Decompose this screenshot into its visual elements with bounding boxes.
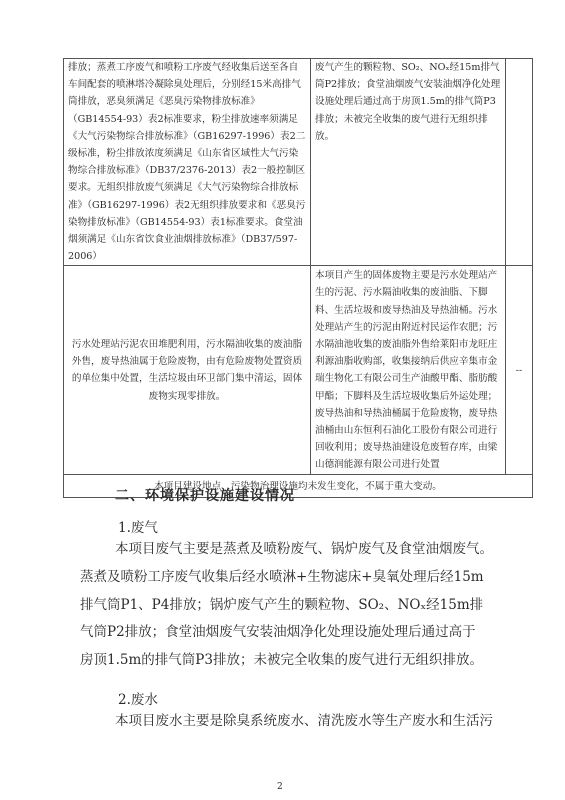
subsection-heading-exhaust: 1.废气 [118, 520, 158, 536]
paragraph-line: 排气筒P1、P4排放；锅炉废气产生的颗粒物、SO₂、NOₓ经15m排 [80, 596, 484, 613]
table-cell-implementation [311, 266, 506, 475]
subsection-heading-wastewater: 2.废水 [118, 692, 158, 708]
paragraph-line: 房顶1.5m的排气筒P3排放；未被完全收集的废气进行无组织排放。 [80, 652, 483, 669]
cell-text: 本项目建设地点、污染物治理设施均未发生变化，不属于重大变动。 [154, 480, 442, 492]
section-heading: 二、环境保护设施建设情况 [115, 488, 295, 504]
table-cell-implementation [311, 59, 506, 266]
table-row [64, 266, 533, 475]
paragraph-wastewater [80, 708, 520, 736]
table-cell-remark [506, 59, 533, 266]
table-cell-requirement [64, 266, 311, 475]
table-row [64, 59, 533, 266]
table-cell-remark [506, 266, 533, 475]
paragraph-line: 本项目废水主要是除臭系统废水、清洗废水等生产废水和生活污 [115, 713, 493, 729]
comparison-table [63, 58, 533, 498]
cell-text: 排放；蒸煮工序废气和喷粉工序废气经收集后送至各自车间配套的喷淋塔冷凝除臭处理后，分别经15米高排气筒排放，恶臭须满足《恶臭污染物排放标准》（GB14554-93）表2标准要求，粉尘排放速率须满足《大气污染物综合排放标准》（GB16297-1996）表2二级标准，粉尘排放浓度须满足《山东省区域性大气污染物综合排放标准》（DB37/2376-2013）表2一般控制区要求。无组织排放废气须满足《大气污染物综合排放标准》（GB16297-1996）表2无组织排放要求和《恶臭污染物排放标准》（GB14554-93）表1标准要求。食堂油烟须满足《山东省饮食业油烟排放标准》（DB37/597-2006） [68, 62, 306, 263]
table-cell-requirement [64, 59, 311, 266]
paragraph-line: 本项目废气主要是蒸煮及喷粉废气、锅炉废气及食堂油烟废气。 [115, 541, 493, 557]
cell-text: 本项目产生的固体废物主要是污水处理站产生的污泥、污水隔油收集的废油脂、下脚料、生活垃圾和废导热油及导热油桶。污水处理站产生的污泥由附近村民运作农肥；污水隔油池收集的废油脂外售给莱阳市龙旺庄利源油脂收购部，收集接纳后供应辛集市金瑞生物化工有限公司生产油酸甲酯、脂肪酸甲酯；下脚料及生活垃圾收集后外运处理；废导热油和导热油桶属于危险废物，废导热油桶由山东恒利石油化工股份有限公司进行回收利用；废导热油建设危废暂存库，由梁山德润能源有限公司进行处置 [315, 270, 498, 471]
paragraph-exhaust [80, 536, 520, 675]
cell-text: -- [515, 364, 523, 376]
paragraph-line: 蒸煮及喷粉工序废气收集后经水喷淋+生物滤床+臭氧处理后经15m [80, 568, 484, 585]
cell-text: 废气产生的颗粒物、SO₂、NOₓ经15m排气筒P2排放；食堂油烟废气安装油烟净化处理设施处理后通过高于房顶1.5m的排气筒P3排放；未被完全收集的废气进行无组织排放。 [315, 62, 501, 142]
cell-text: 污水处理站污泥农田堆肥利用，污水隔油收集的废油脂外售，废导热油属于危险废物，由有危险废物处置资质的单位集中处置，生活垃圾由环卫部门集中清运，固体废物实现零排放。 [71, 339, 303, 402]
page-number: 2 [277, 782, 283, 792]
paragraph-line: 气筒P2排放；食堂油烟废气安装油烟净化处理设施处理后通过高于 [80, 624, 476, 641]
